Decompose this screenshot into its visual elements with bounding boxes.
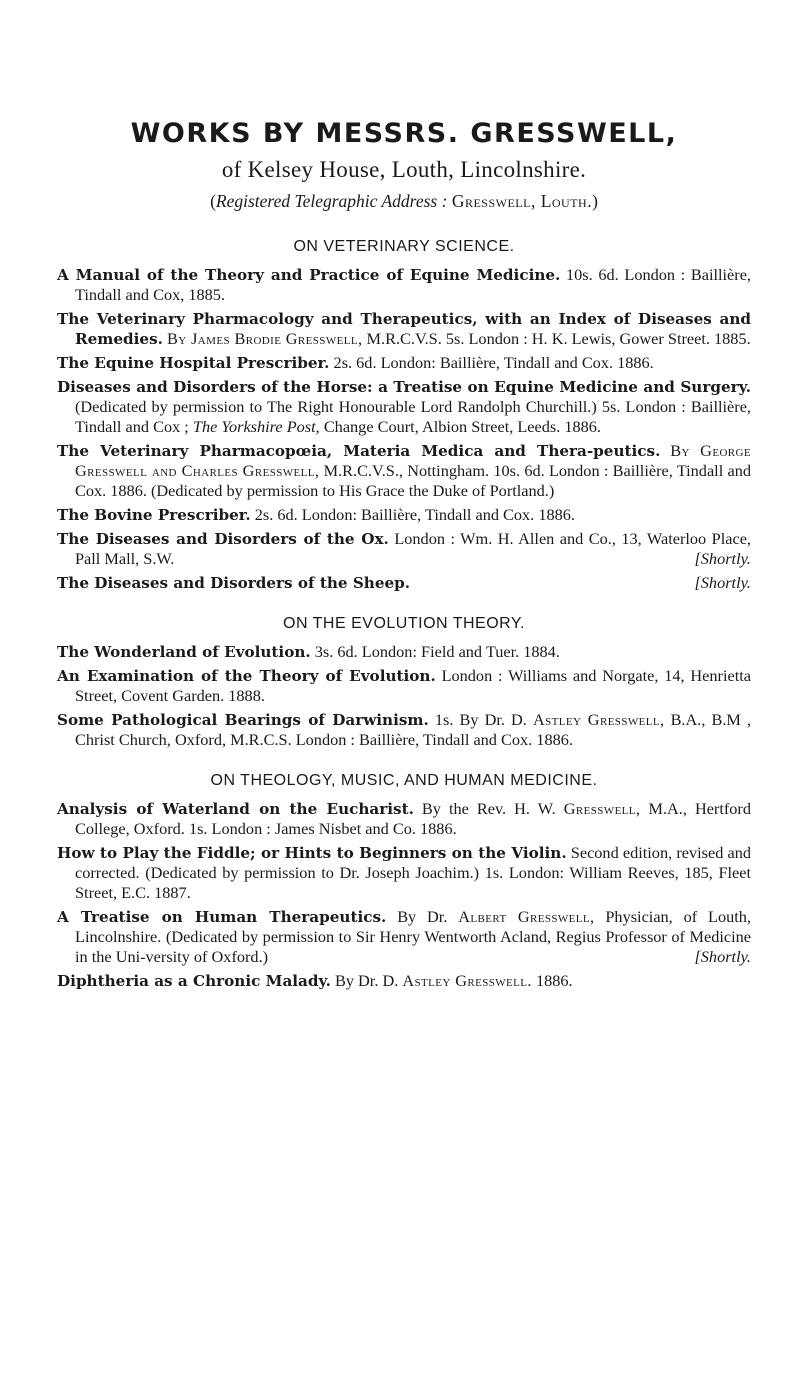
work-details: London : Wm. H. Allen and Co., 13, Waterloo Place, Pall Mall, S.W.: [75, 529, 751, 568]
section-theology-music-medicine: [57, 772, 751, 991]
section-heading: ON VETERINARY SCIENCE.: [293, 238, 515, 255]
work-details-cont: Physician, of Louth, Lincolnshire. (Dedicated by permission to Sir Henry Wentworth Acland, Regius Professor of Medicine in the Uni-versity of Oxford.): [75, 907, 751, 966]
work-details-cont: Change Court, Albion Street, Leeds. 1886.: [323, 417, 602, 436]
telegraph-label: Registered Telegraphic Address :: [215, 191, 448, 211]
section-heading: ON THEOLOGY, MUSIC, AND HUMAN MEDICINE.: [210, 772, 598, 789]
list-item: [57, 377, 751, 437]
section-evolution-theory: [57, 615, 751, 750]
shortly-note: [Shortly.: [694, 947, 751, 966]
work-author: Astley Gresswell.: [402, 971, 532, 990]
shortly-note: [Shortly.: [694, 573, 751, 592]
work-author: By James Brodie Gresswell,: [167, 329, 363, 348]
work-author: Albert Gresswell,: [458, 907, 595, 926]
work-details: By Dr.: [397, 907, 448, 926]
shortly-note: [Shortly.: [694, 549, 751, 568]
work-title: An Examination of the Theory of Evolution.: [57, 667, 436, 685]
section-heading: ON THE EVOLUTION THEORY.: [283, 615, 525, 632]
list-item: [57, 971, 751, 991]
work-details: London : Williams and Norgate, 14, Henrietta Street, Covent Garden. 1888.: [75, 666, 751, 705]
list-item: [57, 309, 751, 349]
work-title: Diseases and Disorders of the Horse: a Treatise on Equine Medicine and Surgery.: [57, 378, 751, 396]
work-details: 10s. 6d. London : Baillière, Tindall and Cox, 1885.: [75, 265, 751, 304]
work-title: The Veterinary Pharmacopœia, Materia Medica and Thera-peutics.: [57, 442, 661, 460]
work-title: How to Play the Fiddle; or Hints to Beginners on the Violin.: [57, 844, 567, 862]
page-title: WORKS BY MESSRS. GRESSWELL,: [130, 118, 678, 149]
work-title: The Veterinary Pharmacology and Therapeutics, with an Index of Diseases and Remedies.: [57, 310, 751, 348]
work-title: A Manual of the Theory and Practice of Equine Medicine.: [57, 266, 561, 284]
list-item: [57, 265, 751, 305]
work-details-cont: 1886.: [535, 971, 573, 990]
list-item: [57, 505, 751, 525]
work-details: (Dedicated by permission to The Right Honourable Lord Randolph Churchill.) 5s. London : Baillière, Tindall and Cox ;: [75, 397, 751, 436]
list-item: [57, 843, 751, 903]
work-details: 1s. By Dr. D.: [434, 710, 527, 729]
work-title: Diphtheria as a Chronic Malady.: [57, 972, 331, 990]
list-item: [57, 642, 751, 662]
work-details: M.R.C.V.S. 5s. London : H. K. Lewis, Gower Street. 1885.: [366, 329, 751, 348]
telegraph-value: Gresswell, Louth.: [451, 191, 593, 211]
list-item: [57, 353, 751, 373]
work-title: The Bovine Prescriber.: [57, 506, 251, 524]
work-title: Analysis of Waterland on the Eucharist.: [57, 800, 414, 818]
section-veterinary-science: [57, 238, 751, 593]
publisher-name: The Yorkshire Post,: [192, 417, 320, 436]
list-item: [57, 666, 751, 706]
list-item: [57, 529, 751, 569]
list-item: [57, 799, 751, 839]
list-item: [57, 907, 751, 967]
work-details: 2s. 6d. London: Baillière, Tindall and Cox. 1886.: [333, 353, 654, 372]
work-title: The Wonderland of Evolution.: [57, 643, 311, 661]
work-details: 3s. 6d. London: Field and Tuer. 1884.: [314, 642, 560, 661]
work-title: Some Pathological Bearings of Darwinism.: [57, 711, 429, 729]
work-author: Gresswell,: [563, 799, 641, 818]
page-subtitle: of Kelsey House, Louth, Lincolnshire.: [221, 157, 587, 182]
work-details-cont: B.A., B.M , Christ Church, Oxford, M.R.C.S. London : Baillière, Tindall and Cox. 1886.: [75, 710, 752, 749]
work-title: The Diseases and Disorders of the Ox.: [57, 530, 389, 548]
telegraphic-address: (Registered Telegraphic Address : Gresswell, Louth.): [210, 191, 598, 211]
work-author: By George Gresswell and Charles Gresswell,: [75, 441, 752, 480]
work-author: Astley Gresswell,: [532, 710, 665, 729]
work-title: A Treatise on Human Therapeutics.: [57, 908, 387, 926]
work-details: M.R.C.V.S., Nottingham. 10s. 6d. London : Baillière, Tindall and Cox. 1886. (Dedicated by permission to His Grace the Duke of Portland.): [75, 461, 751, 500]
list-item: [57, 441, 751, 501]
work-title: The Diseases and Disorders of the Sheep.: [57, 574, 411, 592]
work-details-cont: M.A., Hertford College, Oxford. 1s. London : James Nisbet and Co. 1886.: [75, 799, 751, 838]
work-details: Second edition, revised and corrected. (Dedicated by permission to Dr. Joseph Joachim.) 1s. London: William Reeves, 185, Fleet Street, E.C. 1887.: [75, 843, 751, 902]
work-details: By the Rev. H. W.: [421, 799, 556, 818]
work-details: By Dr. D.: [334, 971, 399, 990]
work-details: 2s. 6d. London: Baillière, Tindall and Cox. 1886.: [254, 505, 575, 524]
work-title: The Equine Hospital Prescriber.: [57, 354, 330, 372]
list-item: [57, 573, 751, 593]
list-item: [57, 710, 751, 750]
